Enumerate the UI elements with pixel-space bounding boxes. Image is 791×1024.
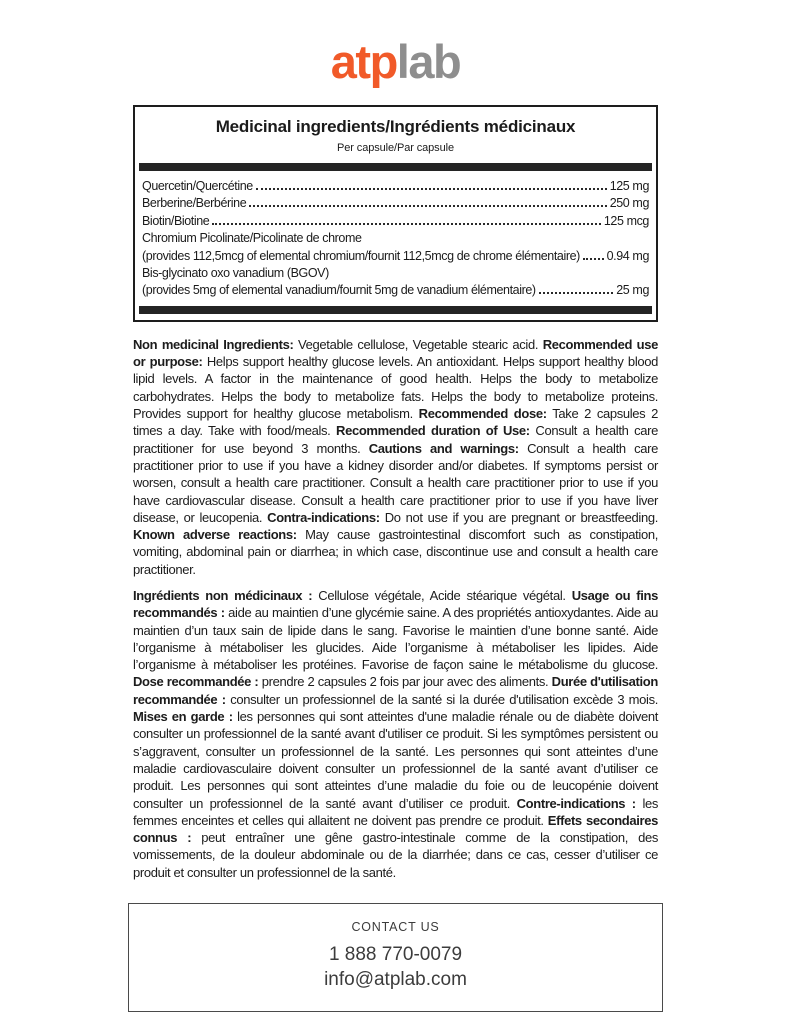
section-text: aide au maintien d’une glycémie saine. A des propriétés antioxydantes. Aide au maintien d’un taux sain de lipide dans le sang. Favorise le maintien d’une bonne santé. Aide l’organisme à métaboliser les glucides. Aide l’organisme à métaboliser les lipides. Aide l’organisme à métaboliser les protéines. Favorise de façon saine le métabolisme du glucose.: [133, 605, 658, 673]
dotted-leader: [256, 187, 607, 190]
logo-text-atp: atp: [330, 35, 397, 88]
contact-email-address: info@atplab.com: [324, 969, 467, 991]
ingredient-row: [142, 195, 649, 212]
section-text: les personnes qui sont atteintes d'une maladie rénale ou de diabète doivent consulter un professionnel de la santé avant d'utiliser ce produit. Si les symptômes persistent ou s’aggravent, consulter un professionnel de la santé. Les personnes qui sont atteintes d’une maladie cardiovasculaire doivent consulter un professionnel de la santé avant d’utiliser ce produit. Les personnes qui sont atteintes d’une maladie du foie ou de leucopénie doivent consulter un professionnel de la santé avant d’utiliser ce produit.: [133, 709, 658, 811]
ingredient-name: Biotin/Biotine: [142, 213, 210, 228]
medicinal-ingredients-panel: [133, 105, 658, 322]
divider-bar-top: [139, 163, 652, 171]
divider-bar-bottom: [139, 306, 652, 314]
ingredient-amount: 125 mg: [609, 179, 649, 193]
section-text: Cellulose végétale, Acide stéarique végétal.: [312, 588, 572, 603]
section-label-bold: Effets secondaires connus :: [133, 812, 658, 846]
section-text: consulter un professionnel de la santé si la durée d'utilisation excède 3 mois.: [225, 691, 658, 707]
section-text: Helps support healthy glucose levels. An antioxidant. Helps support healthy blood lipid levels. A factor in the maintenance of good health. Helps the body to metabolize carbohydrates. Helps the body to metabolize fats. Helps the body to metabolize proteins. Provides support for healthy glucose metabolism.: [133, 354, 658, 422]
section-label-bold: Recommended duration of Use:: [336, 423, 530, 439]
french-directions-paragraph: [133, 587, 658, 881]
ingredient-row: [142, 178, 649, 195]
logo-text-lab: lab: [396, 35, 461, 88]
section-text: May cause gastrointestinal discomfort such as constipation, vomiting, abdominal pain or diarrhea; in which case, discontinue use and consult a health care practitioner.: [133, 527, 658, 577]
dotted-leader: [212, 222, 600, 225]
ingredient-row: [142, 248, 649, 265]
section-label-bold: Durée d'utilisation recommandée :: [133, 674, 658, 707]
panel-title: Medicinal ingredients/Ingrédients médicinaux: [215, 117, 576, 136]
dotted-leader: [249, 204, 606, 207]
ingredient-name: (provides 5mg of elemental vanadium/fournit 5mg de vanadium élémentaire): [142, 283, 536, 298]
section-label-bold: Ingrédients non médicinaux :: [133, 588, 313, 603]
section-label-bold: Cautions and warnings:: [368, 440, 519, 456]
section-label-bold: Known adverse reactions:: [133, 527, 297, 543]
contact-phone-number: 1 888 770-0079: [328, 944, 463, 966]
ingredient-name: Berberine/Berbérine: [142, 196, 247, 211]
section-label-bold: Dose recommandée :: [133, 674, 259, 690]
atplab-logo: [0, 0, 791, 88]
english-directions-paragraph: [133, 336, 658, 578]
ingredient-amount: 125 mcg: [603, 213, 649, 228]
section-label-bold: Contra-indications:: [267, 509, 380, 525]
section-label-bold: Mises en garde :: [133, 709, 233, 725]
panel-subtitle: Per capsule/Par capsule: [337, 142, 454, 154]
section-text: prendre 2 capsules 2 fois par jour avec des aliments.: [258, 674, 552, 690]
ingredient-row: [142, 213, 649, 230]
ingredient-name: Chromium Picolinate/Picolinate de chrome: [142, 231, 362, 246]
ingredient-amount: 25 mg: [616, 283, 649, 298]
ingredient-row: [142, 282, 649, 299]
ingredient-name: Quercetin/Quercétine: [142, 179, 253, 193]
section-text: Take 2 capsules 2 times a day. Take with food/meals.: [133, 406, 659, 439]
contact-box: [128, 903, 663, 1012]
ingredient-row: [142, 230, 649, 247]
ingredient-rows: [135, 178, 656, 300]
section-text: Consult a health care practitioner for use beyond 3 months.: [133, 423, 658, 456]
section-label-bold: Non medicinal Ingredients:: [133, 336, 294, 352]
dotted-leader: [539, 291, 614, 294]
section-text: Vegetable cellulose, Vegetable stearic acid.: [293, 336, 543, 352]
section-text: peut entraîner une gêne gastro-intestinale comme de la constipation, des vomissements, de la douleur abdominale ou de la diarrhée; dans ce cas, cesser d’utiliser ce produit et consulter un professionnel de la santé.: [133, 830, 658, 880]
ingredient-name: (provides 112,5mcg of elemental chromium/fournit 112,5mcg de chrome élémentaire): [142, 248, 580, 263]
section-text: Consult a health care practitioner prior to use if you have a kidney disorder and/or diabetes. If symptoms persist or worsen, consult a health care practitioner. Consult a health care practitioner prior to use if you have cardiovascular disease. Consult a health care practitioner prior to use if you have liver disease, or leucopenia.: [133, 440, 658, 525]
ingredient-name: Bis-glycinato oxo vanadium (BGOV): [142, 266, 329, 281]
section-text: Do not use if you are pregnant or breastfeeding.: [379, 509, 658, 525]
dotted-leader: [583, 257, 604, 260]
section-label-bold: Recommended use or purpose:: [133, 336, 658, 370]
section-label-bold: Recommended dose:: [418, 406, 547, 422]
section-label-bold: Usage ou fins recommandés :: [133, 588, 659, 621]
ingredient-amount: 0.94 mg: [606, 248, 649, 263]
section-text: les femmes enceintes et celles qui allaitent ne doivent pas prendre ce produit.: [133, 795, 659, 828]
ingredient-row: [142, 265, 649, 282]
ingredient-amount: 250 mg: [609, 196, 649, 211]
contact-heading: CONTACT US: [351, 920, 440, 935]
section-label-bold: Contre-indications :: [516, 795, 636, 811]
